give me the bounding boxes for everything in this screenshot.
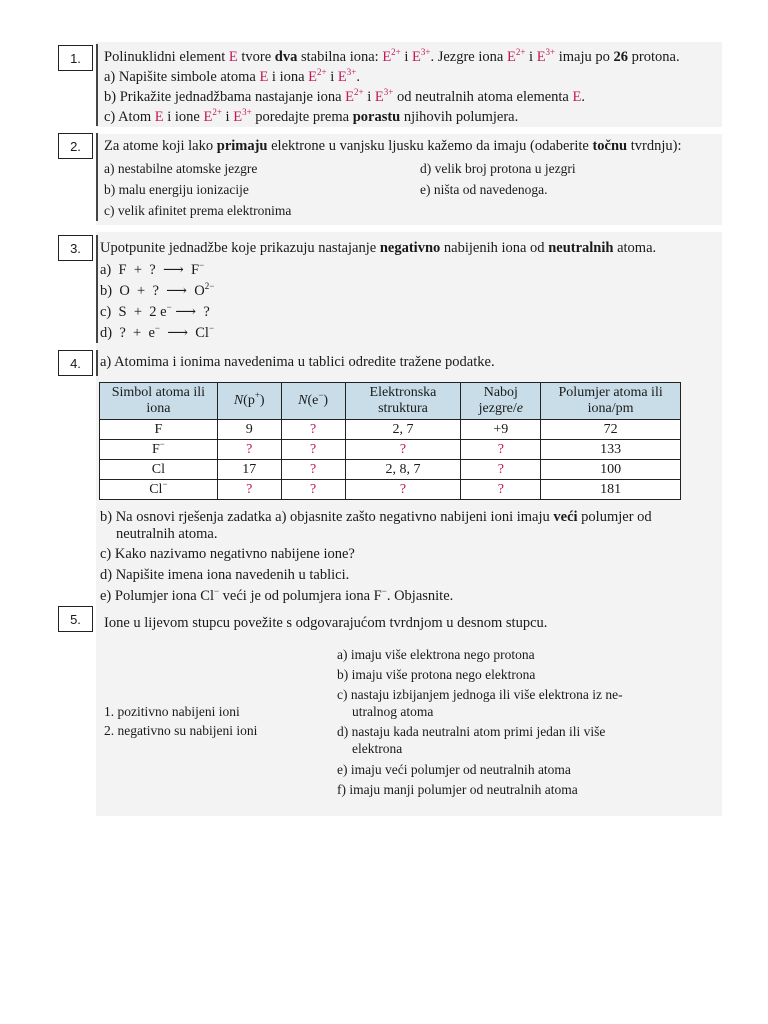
table-row: [100, 440, 681, 460]
header-symbol: Simbol atoma ili iona: [100, 383, 218, 420]
cell-structure: ?: [345, 480, 461, 500]
header-charge: Naboj jezgre/e: [461, 383, 541, 420]
cell-radius: 133: [541, 440, 681, 460]
data-table: [99, 382, 681, 500]
q1-part-a: a) Napišite simbole atoma E i iona $E^{2+}$ i $E^{3+}$.: [104, 67, 360, 85]
cell-protons: 17: [217, 460, 281, 480]
q5-right-d: d) nastaju kada neutralni atom primi jedan ili više: [337, 724, 606, 739]
cell-symbol: F: [100, 420, 218, 440]
question-bar: [96, 350, 98, 376]
cell-electrons: ?: [281, 420, 345, 440]
q2-option-a: a) nestabilne atomske jezgre: [104, 161, 258, 176]
cell-radius: 100: [541, 460, 681, 480]
cell-radius: 72: [541, 420, 681, 440]
cell-charge: +9: [461, 420, 541, 440]
cell-radius: 181: [541, 480, 681, 500]
q5-right-f: f) imaju manji polumjer od neutralnih atoma: [337, 782, 578, 797]
cell-symbol: Cl: [100, 460, 218, 480]
q5-right-e: e) imaju veći polumjer od neutralnih atoma: [337, 762, 571, 777]
cell-protons: ?: [217, 440, 281, 460]
q4-part-b: b) Na osnovi rješenja zadatka a) objasnite zašto negativno nabijeni ioni imaju veći polumjer od: [100, 509, 652, 525]
table-row: [100, 420, 681, 440]
cell-symbol: F−: [100, 440, 218, 460]
q5-right-c: c) nastaju izbijanjem jednoga ili više elektrona iz ne-: [337, 687, 623, 702]
cell-structure: 2, 8, 7: [345, 460, 461, 480]
cell-charge: ?: [461, 440, 541, 460]
cell-charge: ?: [461, 460, 541, 480]
table-header-row: [100, 383, 681, 420]
header-radius: Polumjer atoma ili iona/pm: [541, 383, 681, 420]
question-number-3: 3.: [58, 235, 93, 261]
q5-right-a: a) imaju više elektrona nego protona: [337, 647, 535, 662]
cell-electrons: ?: [281, 460, 345, 480]
q4-part-b-cont: neutralnih atoma.: [116, 526, 218, 542]
q5-right-b: b) imaju više protona nego elektrona: [337, 667, 536, 682]
q2-option-e: e) ništa od navedenoga.: [420, 182, 548, 197]
question-number-5: 5.: [58, 606, 93, 632]
header-protons: N(p+): [217, 383, 281, 420]
q2-option-c: c) velik afinitet prema elektronima: [104, 203, 292, 218]
q1-intro: Polinuklidni element E tvore dva stabilna iona: $E^{2+}$ i $E^{3+}$. Jezgre iona $E^{2+}$ i $E^{3+}$ imaju po 26 protona.: [104, 47, 680, 65]
q5-right-c-cont: utralnog atoma: [352, 704, 434, 719]
cell-charge: ?: [461, 480, 541, 500]
question-number-2: 2.: [58, 133, 93, 159]
cell-protons: ?: [217, 480, 281, 500]
cell-symbol: Cl−: [100, 480, 218, 500]
q5-intro: Ione u lijevom stupcu povežite s odgovarajućom tvrdnjom u desnom stupcu.: [104, 615, 548, 631]
q5-left-2: 2. negativno su nabijeni ioni: [104, 723, 258, 738]
cell-electrons: ?: [281, 440, 345, 460]
table-row: [100, 460, 681, 480]
cell-electrons: ?: [281, 480, 345, 500]
q2-option-d: d) velik broj protona u jezgri: [420, 161, 576, 176]
question-number-4: 4.: [58, 350, 93, 376]
header-electrons: N(e−): [281, 383, 345, 420]
q2-option-b: b) malu energiju ionizacije: [104, 182, 249, 197]
divider: [96, 127, 722, 134]
q1-part-b: b) Prikažite jednadžbama nastajanje iona $E^{2+}$ i $E^{3+}$ od neutralnih atoma elementa E.: [104, 87, 585, 105]
q3-equation-b: b) O + ? ⟶ $O^{2-}$: [100, 281, 215, 299]
table-row: [100, 480, 681, 500]
q4-intro: a) Atomima i ionima navedenima u tablici odredite tražene podatke.: [100, 354, 495, 370]
q4-part-c: c) Kako nazivamo negativno nabijene ione?: [100, 546, 355, 562]
q4-part-e: e) Polumjer iona Cl− veći je od polumjera iona F−. Objasnite.: [100, 586, 454, 604]
header-structure: Elektronska struktura: [345, 383, 461, 420]
question-bar: [96, 44, 98, 126]
q2-intro: Za atome koji lako primaju elektrone u vanjsku ljusku kažemo da imaju (odaberite točnu tvrdnju):: [104, 138, 682, 154]
question-number-1: 1.: [58, 45, 93, 71]
question-bar: [96, 133, 98, 221]
q3-equation-c: c) S + 2 e− ⟶ ?: [100, 302, 210, 320]
q5-right-d-cont: elektrona: [352, 741, 403, 756]
q3-equation-a: a) F + ? ⟶ F−: [100, 260, 205, 278]
q3-intro: Upotpunite jednadžbe koje prikazuju nastajanje negativno nabijenih iona od neutralnih atoma.: [100, 240, 657, 256]
cell-structure: 2, 7: [345, 420, 461, 440]
q3-equation-d: d) ? + e− ⟶ Cl−: [100, 323, 215, 341]
q5-left-1: 1. pozitivno nabijeni ioni: [104, 704, 240, 719]
q4-part-d: d) Napišite imena iona navedenih u tablici.: [100, 567, 350, 583]
cell-structure: ?: [345, 440, 461, 460]
cell-protons: 9: [217, 420, 281, 440]
q1-part-c: c) Atom E i ione $E^{2+}$ i $E^{3+}$ poredajte prema porastu njihovih polumjera.: [104, 107, 519, 125]
question-bar: [96, 235, 98, 343]
divider: [96, 225, 722, 232]
